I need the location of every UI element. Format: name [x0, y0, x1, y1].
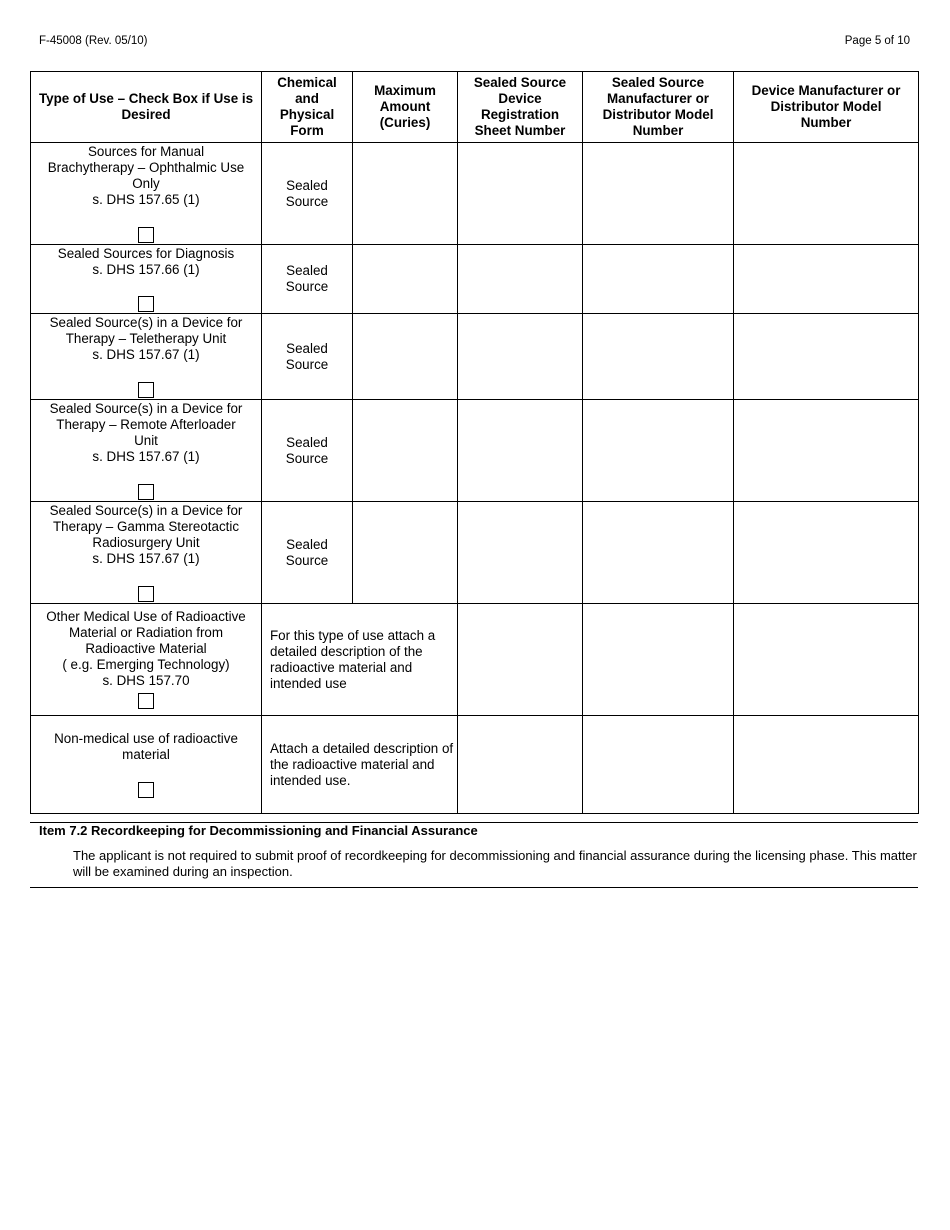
- source-model-cell[interactable]: [583, 502, 734, 604]
- device-model-cell[interactable]: [734, 604, 919, 716]
- amount-cell[interactable]: [353, 400, 458, 502]
- note-cell: [262, 716, 458, 814]
- type-text-line: Radioactive Material: [85, 641, 207, 656]
- column-header-device-manufacturer: Device Manufacturer or Distributor Model Number: [734, 72, 919, 143]
- type-text-line: s. DHS 157.67 (1): [92, 449, 200, 464]
- table-row: [31, 314, 919, 400]
- form-value: Sealed Source: [285, 177, 329, 209]
- device-model-cell[interactable]: [734, 245, 919, 314]
- table-row: [31, 143, 919, 245]
- type-text-line: ( e.g. Emerging Technology): [62, 657, 230, 672]
- type-text-line: Radiosurgery Unit: [92, 535, 200, 550]
- type-text-line: Other Medical Use of Radioactive: [46, 609, 246, 624]
- type-of-use-table: [30, 71, 919, 814]
- type-text-line: s. DHS 157.67 (1): [92, 347, 200, 362]
- column-header-source-manufacturer: Sealed Source Manufacturer or Distributor Model Number: [583, 72, 734, 143]
- device-model-cell[interactable]: [734, 400, 919, 502]
- type-text-line: Therapy – Gamma Stereotactic: [52, 519, 240, 534]
- type-of-use-cell: [31, 245, 262, 314]
- type-text-line: Sources for Manual: [87, 144, 205, 159]
- type-text-line: material: [122, 747, 170, 762]
- table-row: [31, 604, 919, 716]
- registration-cell[interactable]: [458, 400, 583, 502]
- table-header-row: [31, 72, 919, 143]
- device-model-cell[interactable]: [734, 143, 919, 245]
- item-7-2-body: The applicant is not required to submit proof of recordkeeping for decommissioning and financial assurance during the licensing phase. This matter will be examined during an inspection.: [73, 848, 917, 879]
- type-of-use-cell: [31, 143, 262, 245]
- type-of-use-cell: [31, 716, 262, 814]
- use-checkbox-gamma-stereotactic[interactable]: [138, 586, 154, 602]
- type-text-line: Sealed Source(s) in a Device for: [49, 503, 243, 518]
- device-model-cell[interactable]: [734, 502, 919, 604]
- type-text-line: s. DHS 157.65 (1): [92, 192, 200, 207]
- column-header-chemical-form: Chemical and Physical Form: [262, 72, 353, 143]
- use-checkbox-other-medical[interactable]: [138, 693, 154, 709]
- type-of-use-cell: [31, 400, 262, 502]
- use-checkbox-ophthalmic[interactable]: [138, 227, 154, 243]
- type-text-line: Sealed Source(s) in a Device for: [49, 401, 243, 416]
- type-text-line: Brachytherapy – Ophthalmic Use: [47, 160, 245, 175]
- source-model-cell[interactable]: [583, 245, 734, 314]
- source-model-cell[interactable]: [583, 314, 734, 400]
- type-text-line: Therapy – Teletherapy Unit: [65, 331, 227, 346]
- attach-description-note: For this type of use attach a detailed description of the radioactive material and intended use: [270, 627, 436, 691]
- page-number: Page 5 of 10: [844, 35, 910, 47]
- type-text-line: Only: [132, 176, 160, 191]
- column-header-type-of-use: Type of Use – Check Box if Use is Desired: [31, 72, 262, 143]
- use-checkbox-afterloader[interactable]: [138, 484, 154, 500]
- device-model-cell[interactable]: [734, 716, 919, 814]
- table-row: [31, 245, 919, 314]
- form-cell: [262, 502, 353, 604]
- note-cell: [262, 604, 458, 716]
- type-text-line: Sealed Sources for Diagnosis: [57, 246, 235, 261]
- form-id: F-45008 (Rev. 05/10): [39, 35, 148, 47]
- use-checkbox-non-medical[interactable]: [138, 782, 154, 798]
- type-text-line: Sealed Source(s) in a Device for: [49, 315, 243, 330]
- type-text-line: s. DHS 157.67 (1): [92, 551, 200, 566]
- form-value: Sealed Source: [285, 434, 329, 466]
- column-header-maximum-amount: Maximum Amount (Curies): [353, 72, 458, 143]
- type-of-use-cell: [31, 314, 262, 400]
- table-row: [31, 400, 919, 502]
- source-model-cell[interactable]: [583, 143, 734, 245]
- type-text-line: s. DHS 157.70: [102, 673, 190, 688]
- form-cell: [262, 400, 353, 502]
- amount-cell[interactable]: [353, 143, 458, 245]
- attach-description-note: Attach a detailed description of the radioactive material and intended use.: [270, 740, 454, 788]
- source-model-cell[interactable]: [583, 716, 734, 814]
- amount-cell[interactable]: [353, 502, 458, 604]
- registration-cell[interactable]: [458, 502, 583, 604]
- type-text-line: Material or Radiation from: [68, 625, 224, 640]
- amount-cell[interactable]: [353, 245, 458, 314]
- type-of-use-cell: [31, 502, 262, 604]
- registration-cell[interactable]: [458, 143, 583, 245]
- type-text-line: Unit: [134, 433, 158, 448]
- registration-cell[interactable]: [458, 604, 583, 716]
- registration-cell[interactable]: [458, 314, 583, 400]
- table-row: [31, 716, 919, 814]
- form-cell: [262, 314, 353, 400]
- item-7-2-heading: Item 7.2 Recordkeeping for Decommissioning and Financial Assurance: [39, 823, 478, 838]
- form-value: Sealed Source: [285, 263, 329, 294]
- source-model-cell[interactable]: [583, 400, 734, 502]
- type-of-use-cell: [31, 604, 262, 716]
- form-cell: [262, 143, 353, 245]
- form-cell: [262, 245, 353, 314]
- use-checkbox-diagnosis[interactable]: [138, 296, 154, 312]
- type-text-line: Non-medical use of radioactive: [54, 731, 238, 746]
- column-header-registration-sheet: Sealed Source Device Registration Sheet Number: [458, 72, 583, 143]
- amount-cell[interactable]: [353, 314, 458, 400]
- type-text-line: Therapy – Remote Afterloader: [56, 417, 236, 432]
- use-checkbox-teletherapy[interactable]: [138, 382, 154, 398]
- registration-cell[interactable]: [458, 245, 583, 314]
- registration-cell[interactable]: [458, 716, 583, 814]
- table-row: [31, 502, 919, 604]
- source-model-cell[interactable]: [583, 604, 734, 716]
- device-model-cell[interactable]: [734, 314, 919, 400]
- form-value: Sealed Source: [285, 340, 329, 372]
- section-divider-bottom: [30, 887, 918, 888]
- form-value: Sealed Source: [285, 536, 329, 568]
- type-text-line: s. DHS 157.66 (1): [92, 262, 200, 277]
